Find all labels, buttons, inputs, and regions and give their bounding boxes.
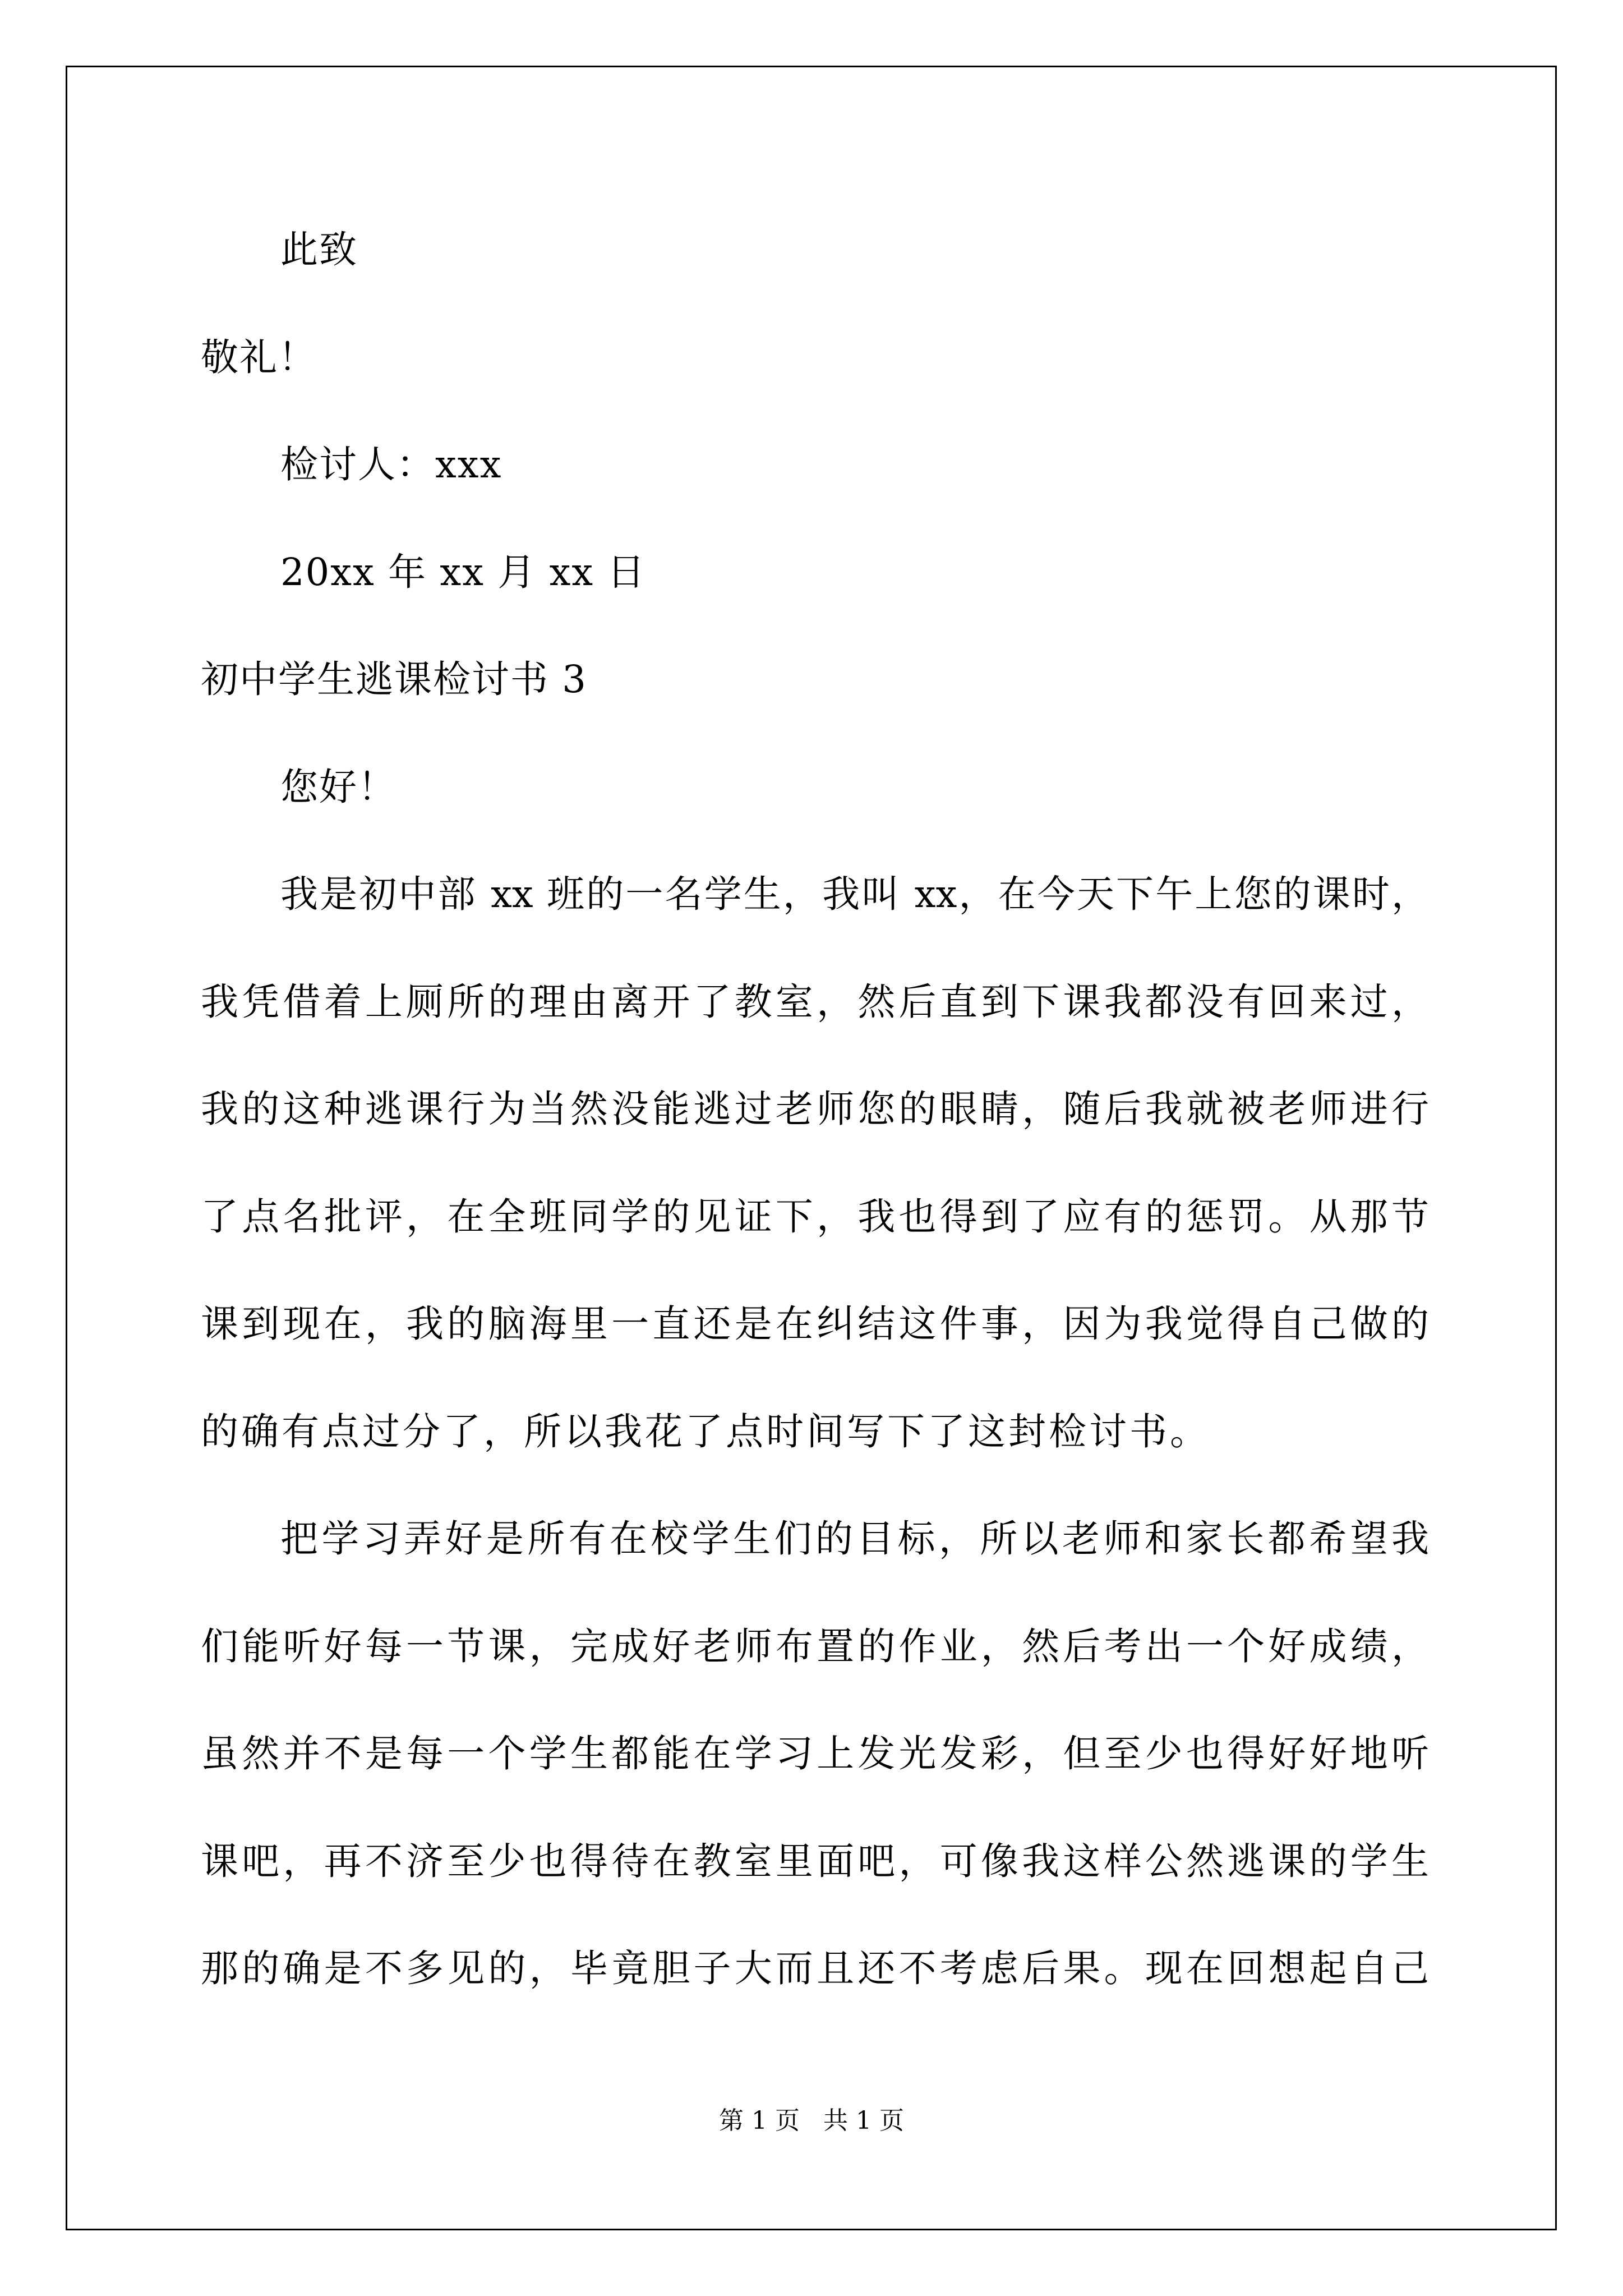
paragraph-line: 了点名批评，在全班同学的见证下，我也得到了应有的惩罚。从那节 bbox=[201, 1195, 1429, 1239]
date-line: 20xx 年 xx 月 xx 日 bbox=[280, 550, 646, 594]
salute-line: 敬礼！ bbox=[201, 335, 317, 379]
paragraph-line: 虽然并不是每一个学生都能在学习上发光发彩，但至少也得好好地听 bbox=[201, 1732, 1429, 1775]
paragraph-line: 课吧，再不济至少也得待在教室里面吧，可像我这样公然逃课的学生 bbox=[201, 1839, 1429, 1883]
page-footer: 第 1 页 共 1 页 bbox=[719, 2106, 904, 2135]
paragraph-line: 课到现在，我的脑海里一直还是在纠结这件事，因为我觉得自己做的 bbox=[201, 1302, 1429, 1346]
paragraph-line: 我凭借着上厕所的理由离开了教室，然后直到下课我都没有回来过， bbox=[201, 980, 1429, 1024]
signer-line: 检讨人：xxx bbox=[280, 443, 502, 486]
paragraph-line: 把学习弄好是所有在校学生们的目标，所以老师和家长都希望我 bbox=[280, 1517, 1429, 1561]
paragraph-line: 那的确是不多见的，毕竟胆子大而且还不考虑后果。现在回想起自己 bbox=[201, 1947, 1429, 1990]
page-border bbox=[66, 66, 1557, 2230]
paragraph-line: 我是初中部 xx 班的一名学生，我叫 xx，在今天下午上您的课时， bbox=[280, 872, 1429, 916]
paragraph-line: 我的这种逃课行为当然没能逃过老师您的眼睛，随后我就被老师进行 bbox=[201, 1087, 1429, 1131]
closing-line: 此致 bbox=[280, 228, 358, 272]
paragraph-line: 们能听好每一节课，完成好老师布置的作业，然后考出一个好成绩， bbox=[201, 1625, 1429, 1668]
paragraph-line: 的确有点过分了，所以我花了点时间写下了这封检讨书。 bbox=[201, 1410, 1210, 1453]
greeting-line: 您好！ bbox=[280, 765, 396, 809]
section-title: 初中学生逃课检讨书 3 bbox=[201, 657, 587, 701]
